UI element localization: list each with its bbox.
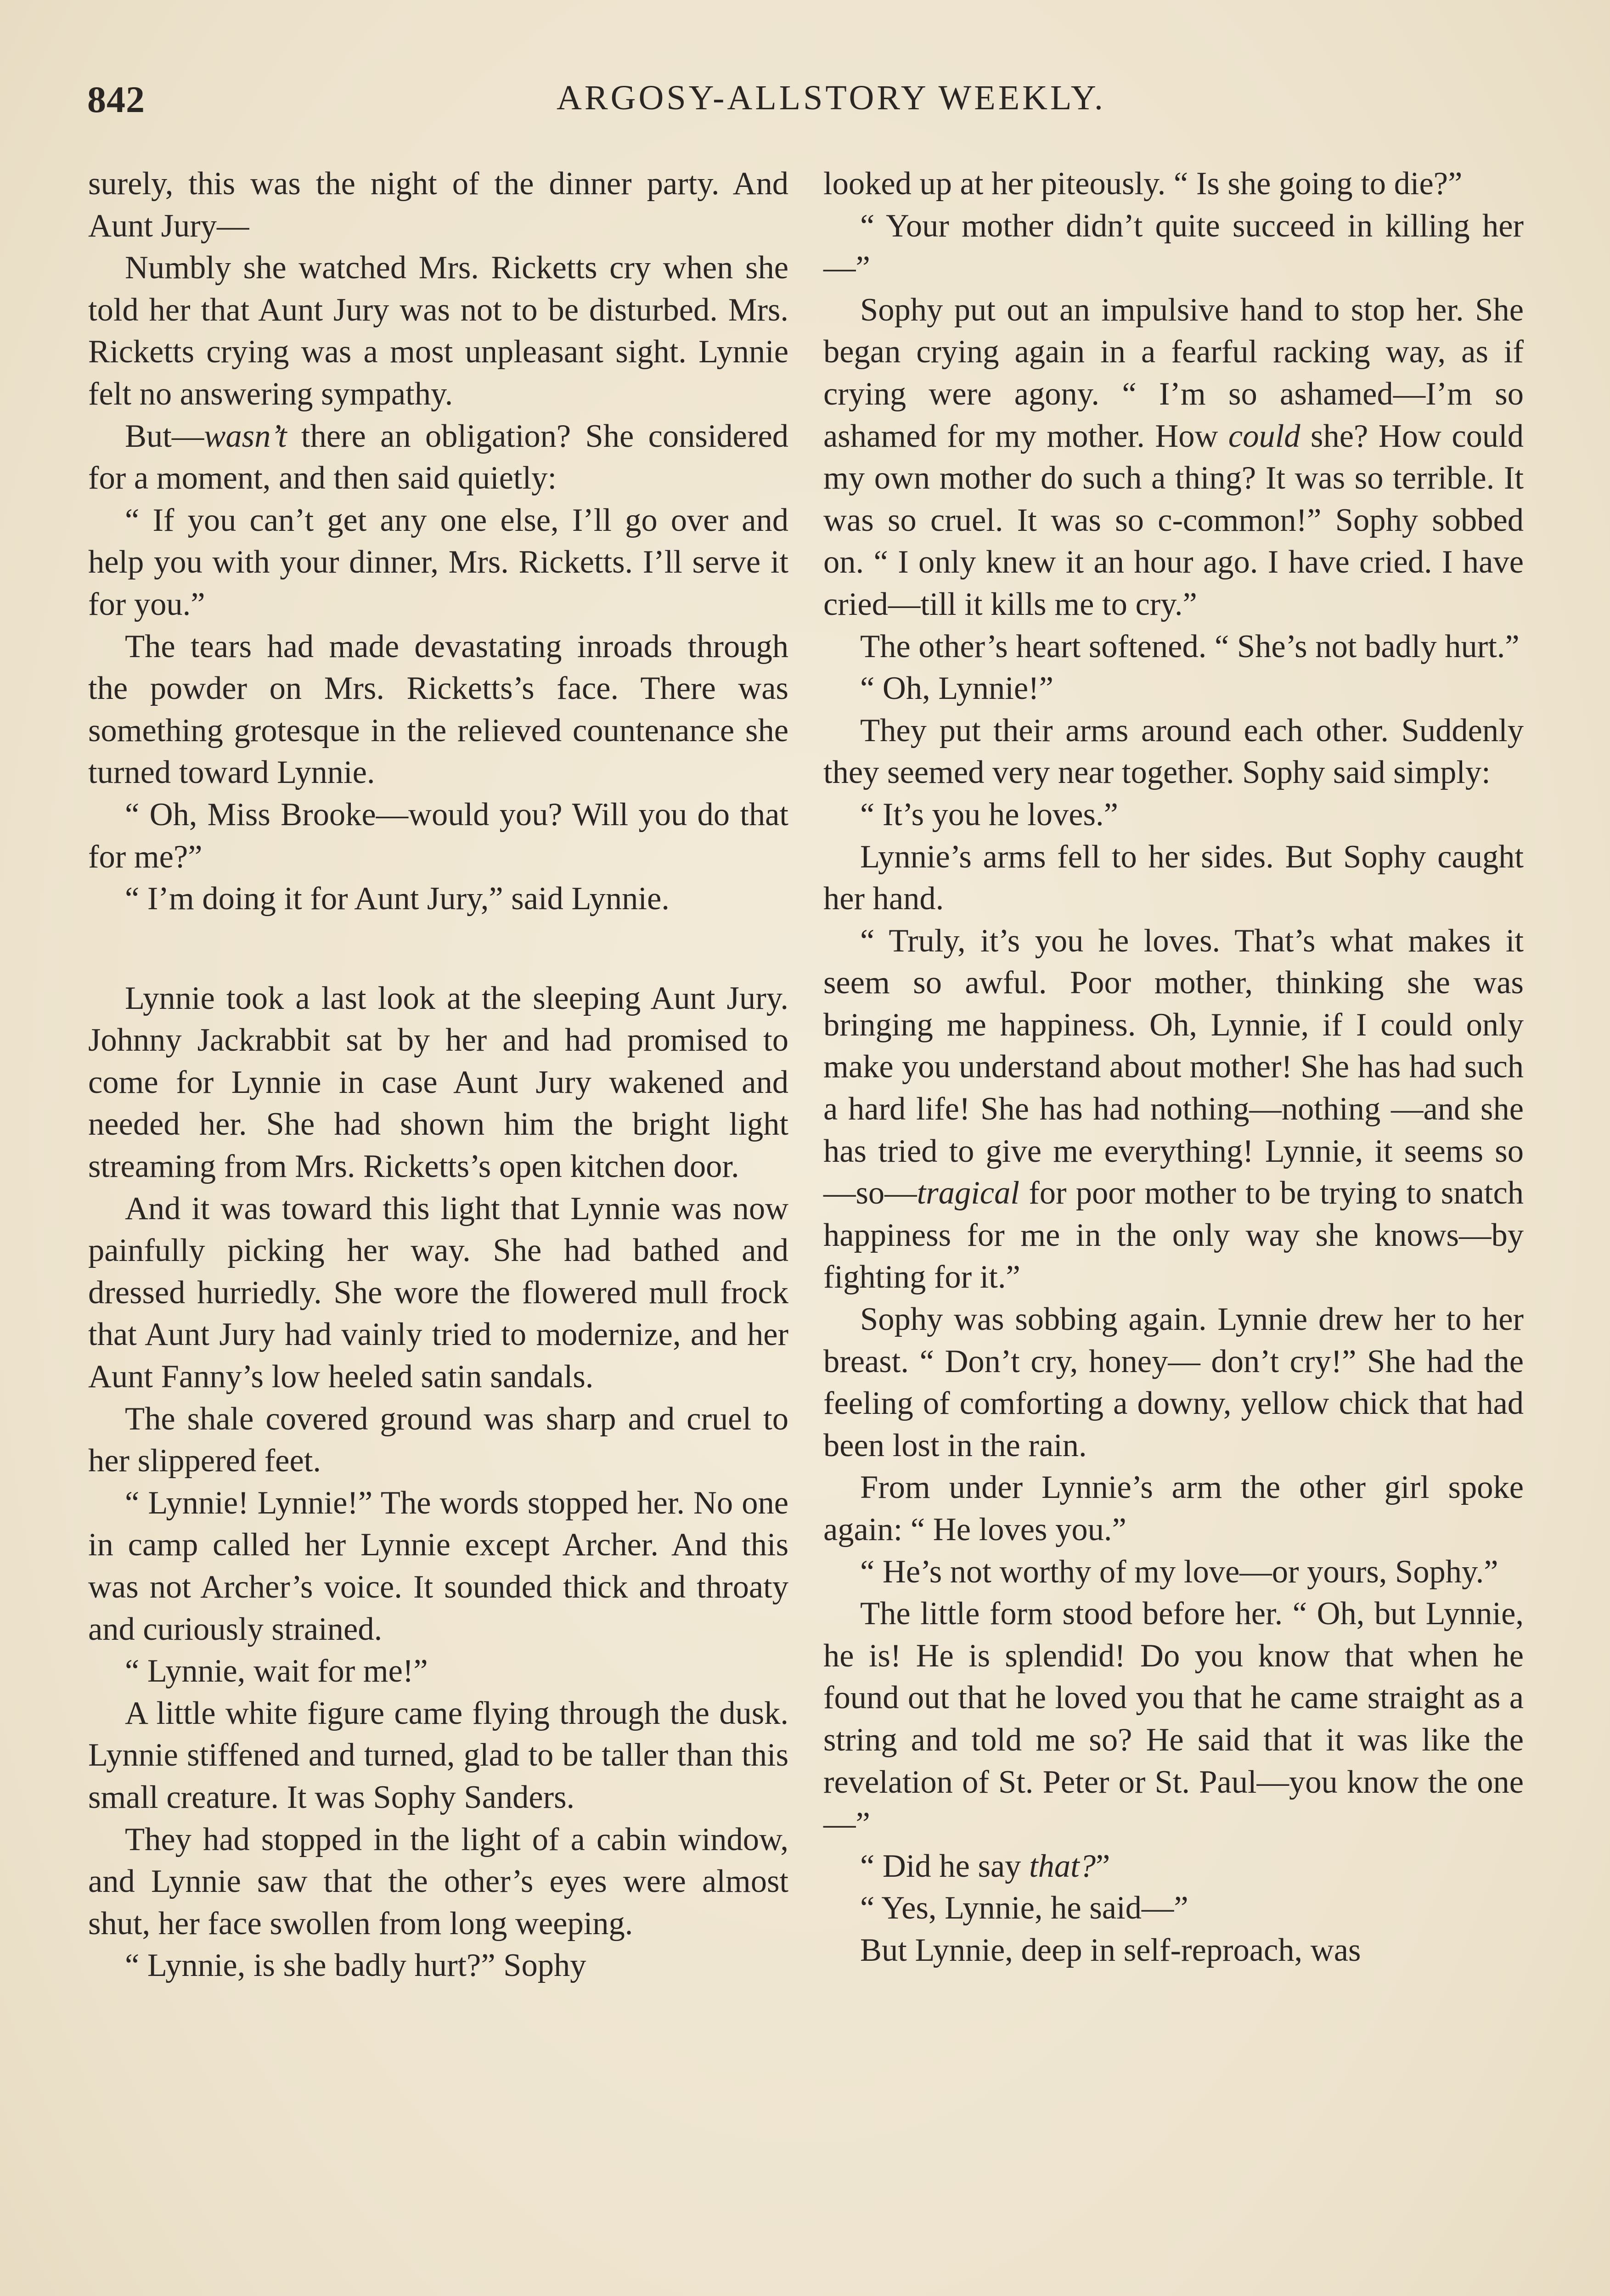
paragraph: “ Lynnie, wait for me!” — [125, 1653, 428, 1689]
paragraph: “ Oh, Miss Brooke—would you? Will you do that for me?” — [88, 796, 788, 875]
paragraph: Sophy put out an impulsive hand to stop her. She began crying again in a fearful racking way, as if crying were agony. “ I’m so ashamed—I’m so ashamed for my mother. How could she? How could my own mother do such a thing? It was so terrible. It was so cruel. It was so c-common!” Sophy sobbed on. “ I only knew it an hour ago. I have cried. I have cried—till it kills me to cry.” — [823, 292, 1524, 622]
paragraph: They put their arms around each other. Suddenly they seemed very near together. Sophy said simply: — [823, 712, 1524, 791]
paragraph: looked up at her piteously. “ Is she going to die?” — [823, 166, 1463, 202]
emphasis: wasn’t — [204, 418, 287, 454]
paragraph: “ Truly, it’s you he loves. That’s what makes it seem so awful. Poor mother, thinking she was bringing me happiness. Oh, Lynnie, if I could only make you understand about mother! She has had such a hard life! She has had nothing—nothing —and she has tried to give me everything! Lynnie, it seems so—so—tragical for poor mother to be trying to snatch happiness for me in the only way she knows—by fighting for it.” — [823, 923, 1524, 1295]
paragraph: “ Yes, Lynnie, he said—” — [860, 1890, 1188, 1926]
section-break — [88, 920, 788, 978]
paragraph: But—wasn’t there an obligation? She considered for a moment, and then said quietly: — [88, 418, 788, 496]
paragraph: From under Lynnie’s arm the other girl spoke again: “ He loves you.” — [823, 1469, 1524, 1548]
paragraph: The shale covered ground was sharp and cruel to her slippered feet. — [88, 1401, 788, 1479]
paragraph: They had stopped in the light of a cabin window, and Lynnie saw that the other’s eyes were almost shut, her face swollen from long weeping. — [88, 1821, 788, 1941]
paragraph: surely, this was the night of the dinner party. And Aunt Jury— — [88, 166, 788, 244]
paragraph: The other’s heart softened. “ She’s not badly hurt.” — [860, 628, 1520, 664]
paragraph: A little white figure came flying through the dusk. Lynnie stiffened and turned, glad to be taller than this small creature. It was Sophy Sanders. — [88, 1695, 788, 1815]
paragraph: “ Your mother didn’t quite succeed in killing her—” — [823, 208, 1524, 286]
paragraph: Sophy was sobbing again. Lynnie drew her to her breast. “ Don’t cry, honey— don’t cry!” She had the feeling of comforting a downy, yellow chick that had been lost in the rain. — [823, 1301, 1524, 1463]
paragraph: The little form stood before her. “ Oh, but Lynnie, he is! He is splendid! Do you know that when he found out that he loved you that he came straight as a string and told me so? He said that it was like the revelation of St. Peter or St. Paul—you know the one—” — [823, 1596, 1524, 1842]
paragraph: But Lynnie, deep in self-reproach, was — [860, 1932, 1361, 1968]
paragraph: “ Did he say that?” — [860, 1848, 1110, 1884]
emphasis: that? — [1029, 1848, 1096, 1884]
paragraph: “ Oh, Lynnie!” — [860, 670, 1053, 707]
emphasis: could — [1228, 418, 1300, 454]
paragraph: Numbly she watched Mrs. Ricketts cry when she told her that Aunt Jury was not to be disturbed. Mrs. Ricketts crying was a most unpleasant sight. Lynnie felt no answering sympathy. — [88, 250, 788, 412]
paragraph: “ If you can’t get any one else, I’ll go over and help you with your dinner, Mrs. Ricketts. I’ll serve it for you.” — [88, 502, 788, 622]
paragraph: Lynnie’s arms fell to her sides. But Sophy caught her hand. — [823, 838, 1524, 917]
paragraph: And it was toward this light that Lynnie was now painfully picking her way. She had bathed and dressed hurriedly. She wore the flowered mull frock that Aunt Jury had vainly tried to modernize, and her Aunt Fanny’s low heeled satin sandals. — [88, 1190, 788, 1395]
page-header — [87, 73, 1534, 138]
paragraph: “ I’m doing it for Aunt Jury,” said Lynnie. — [125, 881, 670, 917]
paragraph: “ Lynnie, is she badly hurt?” Sophy — [125, 1947, 586, 1984]
paragraph: “ Lynnie! Lynnie!” The words stopped her. No one in camp called her Lynnie except Archer. And this was not Archer’s voice. It sounded thick and throaty and curiously strained. — [88, 1485, 788, 1647]
emphasis: tragical — [917, 1175, 1019, 1211]
page-number: 842 — [87, 79, 145, 120]
right-column — [823, 163, 1524, 1972]
paragraph: “ It’s you he loves.” — [860, 796, 1118, 833]
paragraph: Lynnie took a last look at the sleeping Aunt Jury. Johnny Jackrabbit sat by her and had promised to come for Lynnie in case Aunt Jury wakened and needed her. She had shown him the bright light streaming from Mrs. Ricketts’s open kitchen door. — [88, 980, 788, 1185]
running-head: ARGOSY-ALLSTORY WEEKLY. — [557, 79, 1106, 117]
paragraph: “ He’s not worthy of my love—or yours, Sophy.” — [860, 1553, 1498, 1590]
left-column — [88, 163, 788, 1987]
paragraph: The tears had made devastating inroads through the powder on Mrs. Ricketts’s face. There was something grotesque in the relieved countenance she turned toward Lynnie. — [88, 628, 788, 791]
